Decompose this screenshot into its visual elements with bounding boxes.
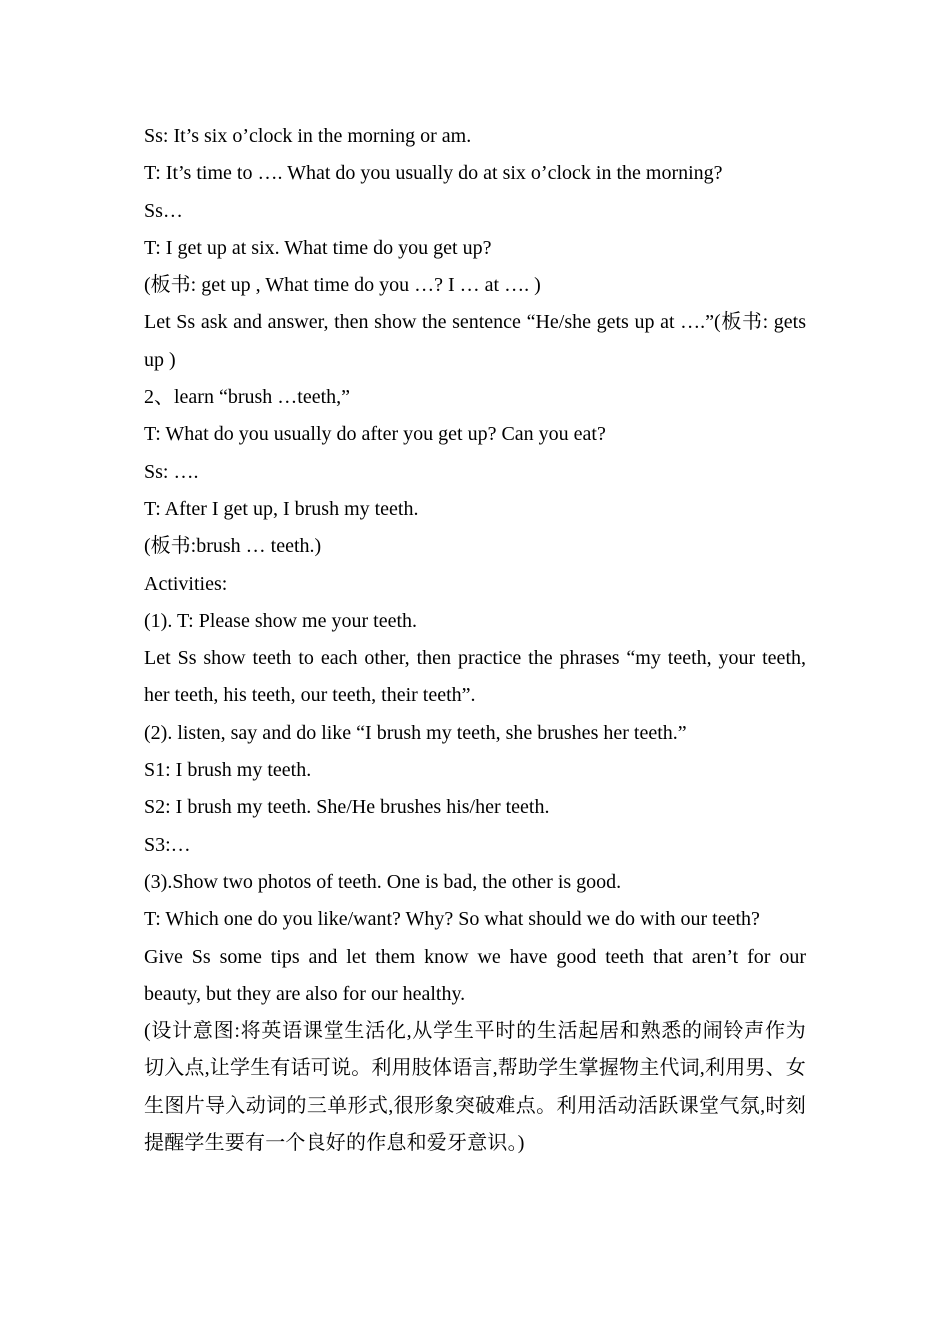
text-line: T: What do you usually do after you get up? Can you eat? (144, 423, 606, 446)
text-line: (2). listen, say and do like “I brush my teeth, she brushes her teeth.” (144, 721, 687, 744)
text-line: T: After I get up, I brush my teeth. (144, 497, 419, 520)
text-paragraph: Let Ss show teeth to each other, then practice the phrases “my teeth, your teeth, her teeth, his teeth, our teeth, their teeth”. (144, 647, 806, 707)
text-line: 2、learn “brush …teeth,” (144, 386, 351, 409)
text-line: S1: I brush my teeth. (144, 759, 312, 782)
text-line: Ss: …. (144, 460, 199, 483)
text-line: (1). T: Please show me your teeth. (144, 609, 418, 632)
text-line: Ss… (144, 199, 183, 222)
text-paragraph: Let Ss ask and answer, then show the sentence “He/she gets up at ….”(板书: gets up ) (144, 311, 806, 371)
text-line: (板书: get up , What time do you …? I … at …. ) (144, 274, 541, 297)
text-line: S3:… (144, 833, 191, 856)
text-line: (板书:brush … teeth.) (144, 535, 322, 558)
text-line: (3).Show two photos of teeth. One is bad, the other is good. (144, 870, 622, 893)
document-body (144, 118, 806, 1162)
text-paragraph: T: Which one do you like/want? Why? So what should we do with our teeth? (144, 908, 760, 931)
text-line: T: I get up at six. What time do you get up? (144, 236, 492, 259)
design-intent-paragraph: (设计意图:将英语课堂生活化,从学生平时的生活起居和熟悉的闹铃声作为切入点,让学生有话可说。利用肢体语言,帮助学生掌握物主代词,利用男、女生图片导入动词的三单形式,很形象突破难点。利用活动活跃课堂气氛,时刻提醒学生要有一个良好的作息和爱牙意识。) (144, 1020, 806, 1155)
text-line: S2: I brush my teeth. She/He brushes his/her teeth. (144, 796, 550, 819)
text-paragraph: Give Ss some tips and let them know we have good teeth that aren’t for our beauty, but they are also for our healthy. (144, 945, 806, 1005)
text-line: T: It’s time to …. What do you usually do at six o’clock in the morning? (144, 162, 723, 185)
text-line: Activities: (144, 572, 228, 595)
text-line: Ss: It’s six o’clock in the morning or am. (144, 125, 472, 147)
